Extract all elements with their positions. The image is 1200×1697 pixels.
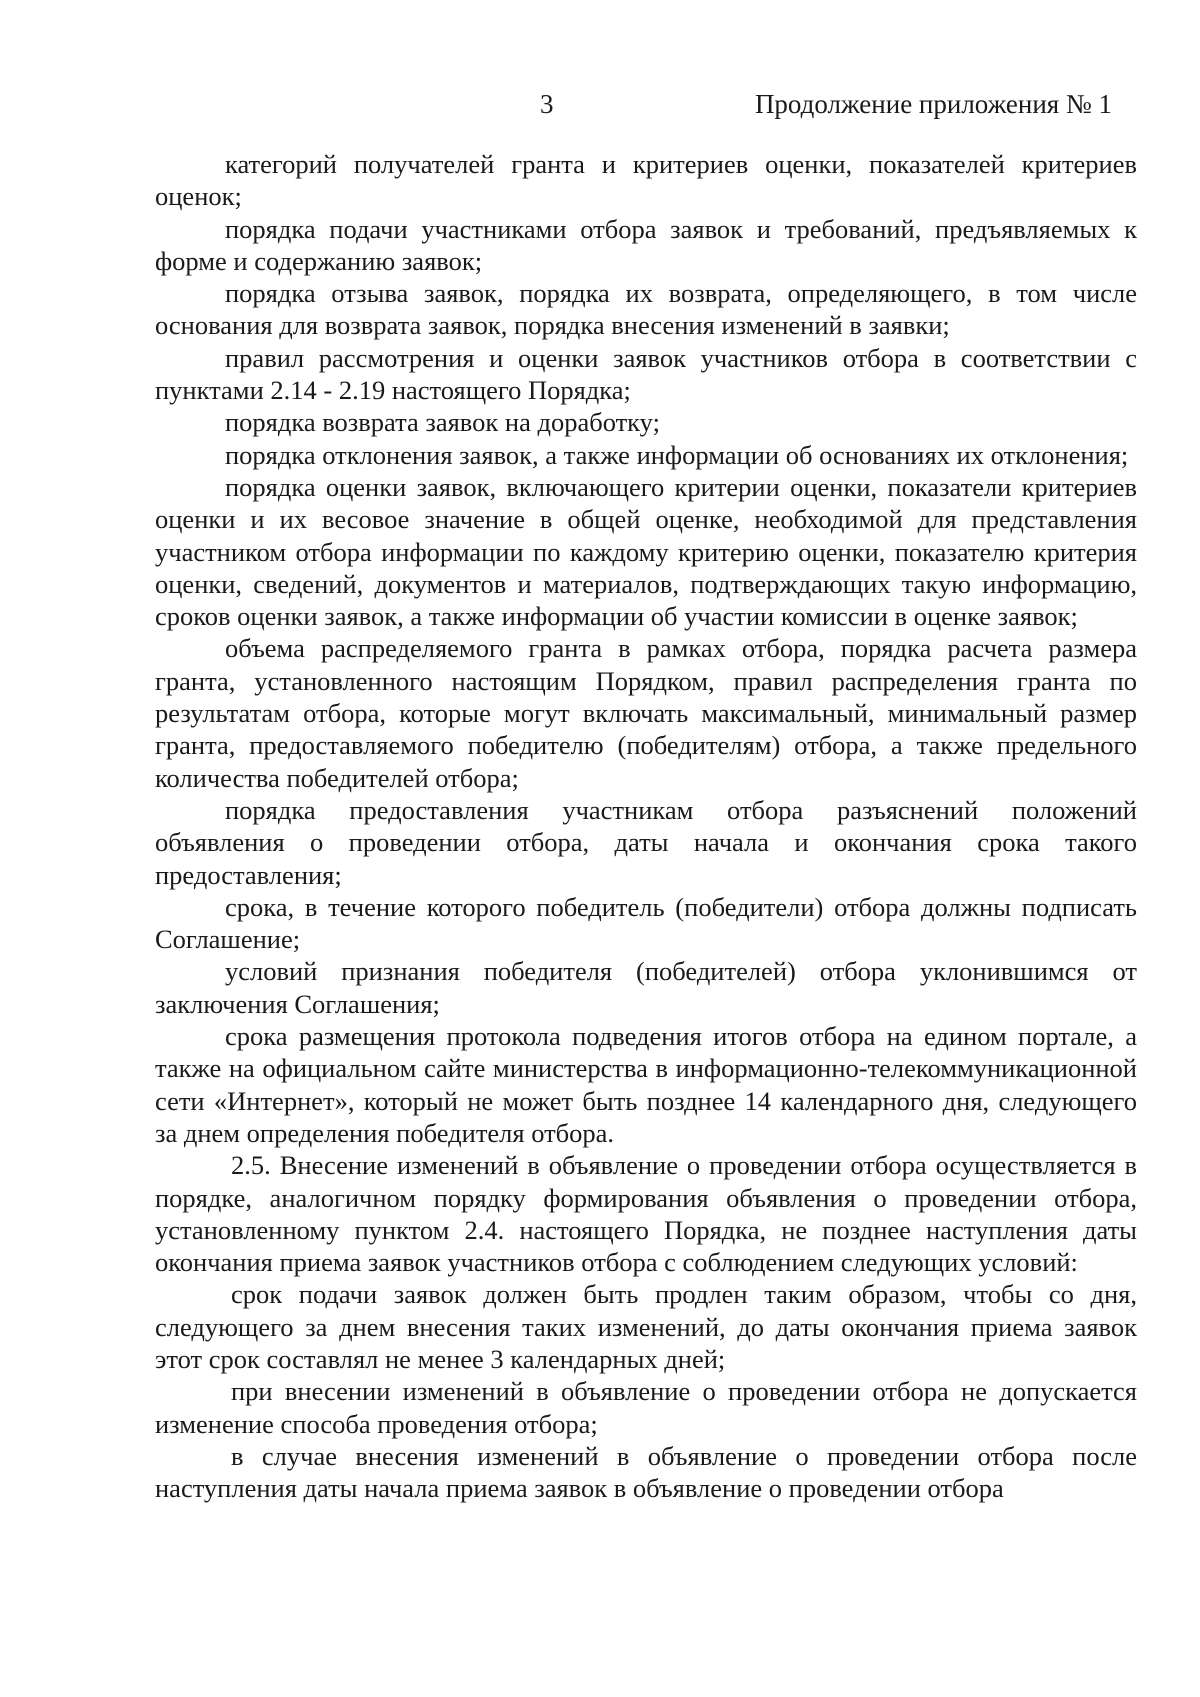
paragraph: порядка предоставления участникам отбора разъяснений положений объявления о проведении отбора, даты начала и окончания срока такого предоставления;: [155, 794, 1137, 890]
paragraph: условий признания победителя (победителей) отбора уклонившимся от заключения Соглашения;: [155, 956, 1137, 1019]
paragraph: порядка отклонения заявок, а также информации об основаниях их отклонения;: [225, 439, 1129, 470]
paragraph: порядка подачи участниками отбора заявок и требований, предъявляемых к форме и содержанию заявок;: [155, 213, 1137, 276]
paragraph: срока размещения протокола подведения итогов отбора на едином портале, а также на официальном сайте министерства в информационно-телекоммуникационной сети «Интернет», который не может быть позднее 14 календарного дня, следующего за днем определения победителя отбора.: [155, 1021, 1137, 1148]
paragraph: правил рассмотрения и оценки заявок участников отбора в соответствии с пунктами 2.14 - 2.19 настоящего Порядка;: [155, 342, 1137, 406]
paragraph: категорий получателей гранта и критериев оценки, показателей критериев оценок;: [155, 149, 1137, 212]
paragraph: в случае внесения изменений в объявление о проведении отбора после наступления даты начала приема заявок в объявление о проведении отбора: [155, 1440, 1137, 1504]
page-number: 3: [540, 89, 554, 119]
paragraph-section-2-5: 2.5. Внесение изменений в объявление о проведении отбора осуществляется в порядке, аналогичном порядку формирования объявления о проведении отбора, установленному пунктом 2.4. настоящего Порядка, не позднее наступления даты окончания приема заявок участников отбора с соблюдением следующих условий:: [155, 1150, 1137, 1278]
paragraph: срока, в течение которого победитель (победители) отбора должны подписать Соглашение;: [155, 891, 1137, 955]
continuation-label: Продолжение приложения № 1: [754, 89, 1112, 119]
paragraph: порядка возврата заявок на доработку;: [225, 407, 660, 438]
paragraph: порядка отзыва заявок, порядка их возврата, определяющего, в том числе основания для возврата заявок, порядка внесения изменений в заявки;: [155, 278, 1137, 341]
paragraph: срок подачи заявок должен быть продлен таким образом, чтобы со дня, следующего за днем внесения таких изменений, до даты окончания приема заявок этот срок составлял не менее 3 календарных дней;: [155, 1279, 1137, 1374]
paragraph: порядка оценки заявок, включающего критерии оценки, показатели критериев оценки и их весовое значение в общей оценке, необходимой для представления участником отбора информации по каждому критерию оценки, показателю критерия оценки, сведений, документов и материалов, подтверждающих такую информацию, сроков оценки заявок, а также информации об участии комиссии в оценке заявок;: [155, 471, 1137, 632]
paragraph: объема распределяемого гранта в рамках отбора, порядка расчета размера гранта, установленного настоящим Порядком, правил распределения гранта по результатам отбора, которые могут включать максимальный, минимальный размер гранта, предоставляемого победителю (победителям) отбора, а также предельного количества победителей отбора;: [155, 633, 1137, 793]
document-body: [155, 148, 1137, 1504]
paragraph: при внесении изменений в объявление о проведении отбора не допускается изменение способа проведения отбора;: [155, 1376, 1137, 1439]
